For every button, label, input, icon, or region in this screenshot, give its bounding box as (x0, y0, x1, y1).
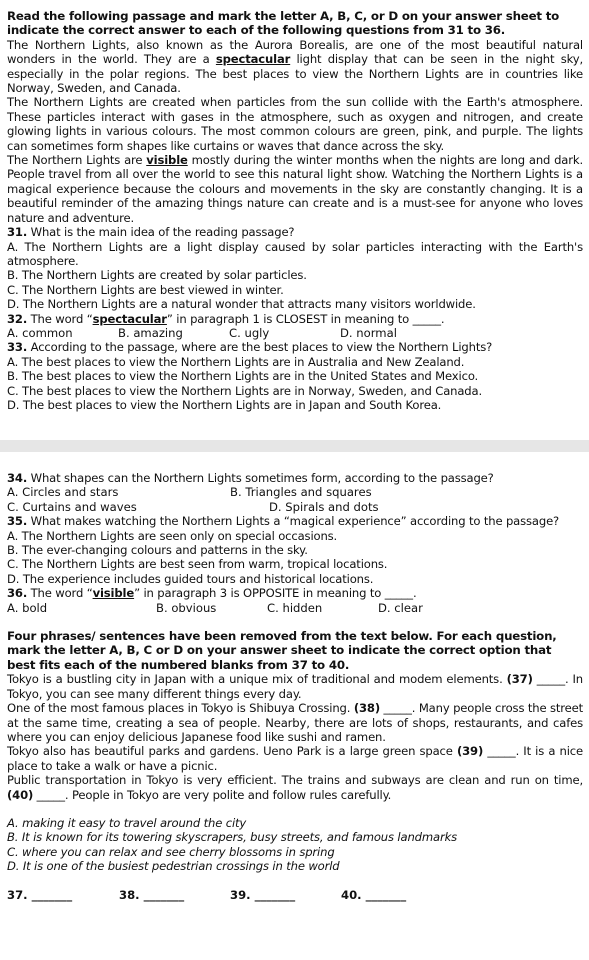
q31-option-a[interactable]: A. The Northern Lights are a light display caused by solar particles interacting with the Earth's atmosphere. (7, 239, 583, 268)
paragraph-1: The Northern Lights, also known as the Aurora Borealis, are one of the most beautiful natural wonders in the world. They are a spectacular light display that can be seen in the night sky, especially in the polar regions. The best places to view the Northern Lights are in countries like Norway, Sweden, and Canada. (7, 37, 583, 96)
question-36: 36. The word “visible” in paragraph 3 is OPPOSITE in meaning to _____. (7, 586, 417, 601)
paragraph-3: The Northern Lights are visible mostly during the winter months when the nights are long and dark. People travel from all over the world to see this natural light show. Watching the Northern Lights is a magical experience because the colours and movements in the sky are constantly changing. It is a beautiful reminder of the amazing things nature can create and is a must-see for anyone who loves nature and adventure. (7, 153, 583, 225)
q34-options-row-1 (7, 485, 583, 499)
q36-options (7, 601, 583, 615)
q33-option-d[interactable]: D. The best places to view the Northern Lights are in Japan and South Korea. (7, 397, 442, 412)
q35-option-a[interactable]: A. The Northern Lights are seen only on special occasions. (7, 528, 338, 543)
q36-option-b[interactable]: B. obvious (156, 600, 217, 615)
answer-blanks (7, 888, 583, 902)
q32-option-a[interactable]: A. common (7, 325, 73, 340)
q31-option-c[interactable]: C. The Northern Lights are best viewed in winter. (7, 282, 284, 297)
q32-option-d[interactable]: D. normal (340, 325, 397, 340)
choice-a[interactable]: A. making it easy to travel around the city (7, 815, 247, 830)
choice-b[interactable]: B. It is known for its towering skyscrapers, busy streets, and famous landmarks (7, 830, 458, 845)
underlined-word-visible: visible (146, 153, 188, 168)
choice-c[interactable]: C. where you can relax and see cherry blossoms in spring (7, 844, 335, 859)
q36-option-d[interactable]: D. clear (378, 600, 423, 615)
q34-option-a[interactable]: A. Circles and stars (7, 485, 119, 500)
q34-option-b[interactable]: B. Triangles and squares (230, 485, 372, 500)
underlined-word-spectacular: spectacular (215, 52, 291, 67)
q36-option-a[interactable]: A. bold (7, 600, 48, 615)
q32-option-b[interactable]: B. amazing (118, 325, 183, 340)
q32-options (7, 326, 583, 340)
question-32: 32. The word “spectacular” in paragraph 1 is CLOSEST in meaning to _____. (7, 311, 445, 326)
q35-option-d[interactable]: D. The experience includes guided tours and historical locations. (7, 571, 374, 586)
page-separator (0, 440, 589, 452)
q32-option-c[interactable]: C. ugly (229, 325, 270, 340)
q31-option-d[interactable]: D. The Northern Lights are a natural wonder that attracts many visitors worldwide. (7, 297, 476, 312)
question-35: 35. What makes watching the Northern Lights a “magical experience” according to the passage? (7, 514, 560, 529)
q34-options-row-2 (7, 500, 583, 514)
answer-blank-38[interactable]: 38. _______ (119, 887, 185, 902)
tokyo-paragraph-3: Tokyo also has beautiful parks and gardens. Ueno Park is a large green space (39) _____. It is a nice place to take a walk or have a picnic. (7, 744, 583, 773)
tokyo-paragraph-4: Public transportation in Tokyo is very efficient. The trains and subways are clean and run on time, (40) _____. People in Tokyo are very polite and follow rules carefully. (7, 773, 583, 802)
passage-panel-1 (0, 0, 589, 440)
question-31: 31. What is the main idea of the reading passage? (7, 225, 295, 240)
q34-option-d[interactable]: D. Spirals and dots (269, 499, 379, 514)
question-33: 33. According to the passage, where are the best places to view the Northern Lights? (7, 340, 493, 355)
q34-option-c[interactable]: C. Curtains and waves (7, 499, 137, 514)
tokyo-paragraph-2: One of the most famous places in Tokyo is Shibuya Crossing. (38) _____. Many people cross the street at the same time, creating a sea of people. Nearby, there are lots of shops, restaurants, and cafes where you can enjoy delicious Japanese food like sushi and ramen. (7, 701, 583, 744)
answer-blank-39[interactable]: 39. _______ (230, 887, 296, 902)
q33-option-c[interactable]: C. The best places to view the Northern Lights are in Norway, Sweden, and Canada. (7, 383, 483, 398)
q36-option-c[interactable]: C. hidden (267, 600, 323, 615)
choice-d[interactable]: D. It is one of the busiest pedestrian crossings in the world (7, 859, 340, 874)
q31-option-b[interactable]: B. The Northern Lights are created by solar particles. (7, 268, 307, 283)
tokyo-paragraph-1: Tokyo is a bustling city in Japan with a unique mix of traditional and modem elements. (37) _____. In Tokyo, you can see many different things every day. (7, 672, 583, 701)
instruction-heading-2: Four phrases/ sentences have been removed from the text below. For each question, mark the letter A, B, C or D on your answer sheet to indicate the correct option that best fits each of the numbered blanks from 37 to 40. (7, 629, 557, 672)
question-34: 34. What shapes can the Northern Lights sometimes form, according to the passage? (7, 471, 494, 485)
q33-option-a[interactable]: A. The best places to view the Northern Lights are in Australia and New Zealand. (7, 354, 465, 369)
paragraph-2: The Northern Lights are created when particles from the sun collide with the Earth's atmosphere. These particles interact with gases in the atmosphere, such as oxygen and nitrogen, and create glowing lights in various colours. The most common colours are green, pink, and purple. The lights can sometimes form shapes like curtains or waves that dance across the sky. (7, 95, 583, 153)
answer-blank-40[interactable]: 40. _______ (341, 887, 407, 902)
passage-panel-2 (0, 452, 589, 960)
q35-option-c[interactable]: C. The Northern Lights are best seen from warm, tropical locations. (7, 557, 388, 572)
q35-option-b[interactable]: B. The ever-changing colours and patterns in the sky. (7, 543, 308, 558)
answer-blank-37[interactable]: 37. _______ (7, 887, 73, 902)
q33-option-b[interactable]: B. The best places to view the Northern Lights are in the United States and Mexico. (7, 369, 479, 384)
instruction-heading: Read the following passage and mark the letter A, B, C, or D on your answer sheet to indicate the correct answer to each of the following questions from 31 to 36. (7, 9, 560, 38)
